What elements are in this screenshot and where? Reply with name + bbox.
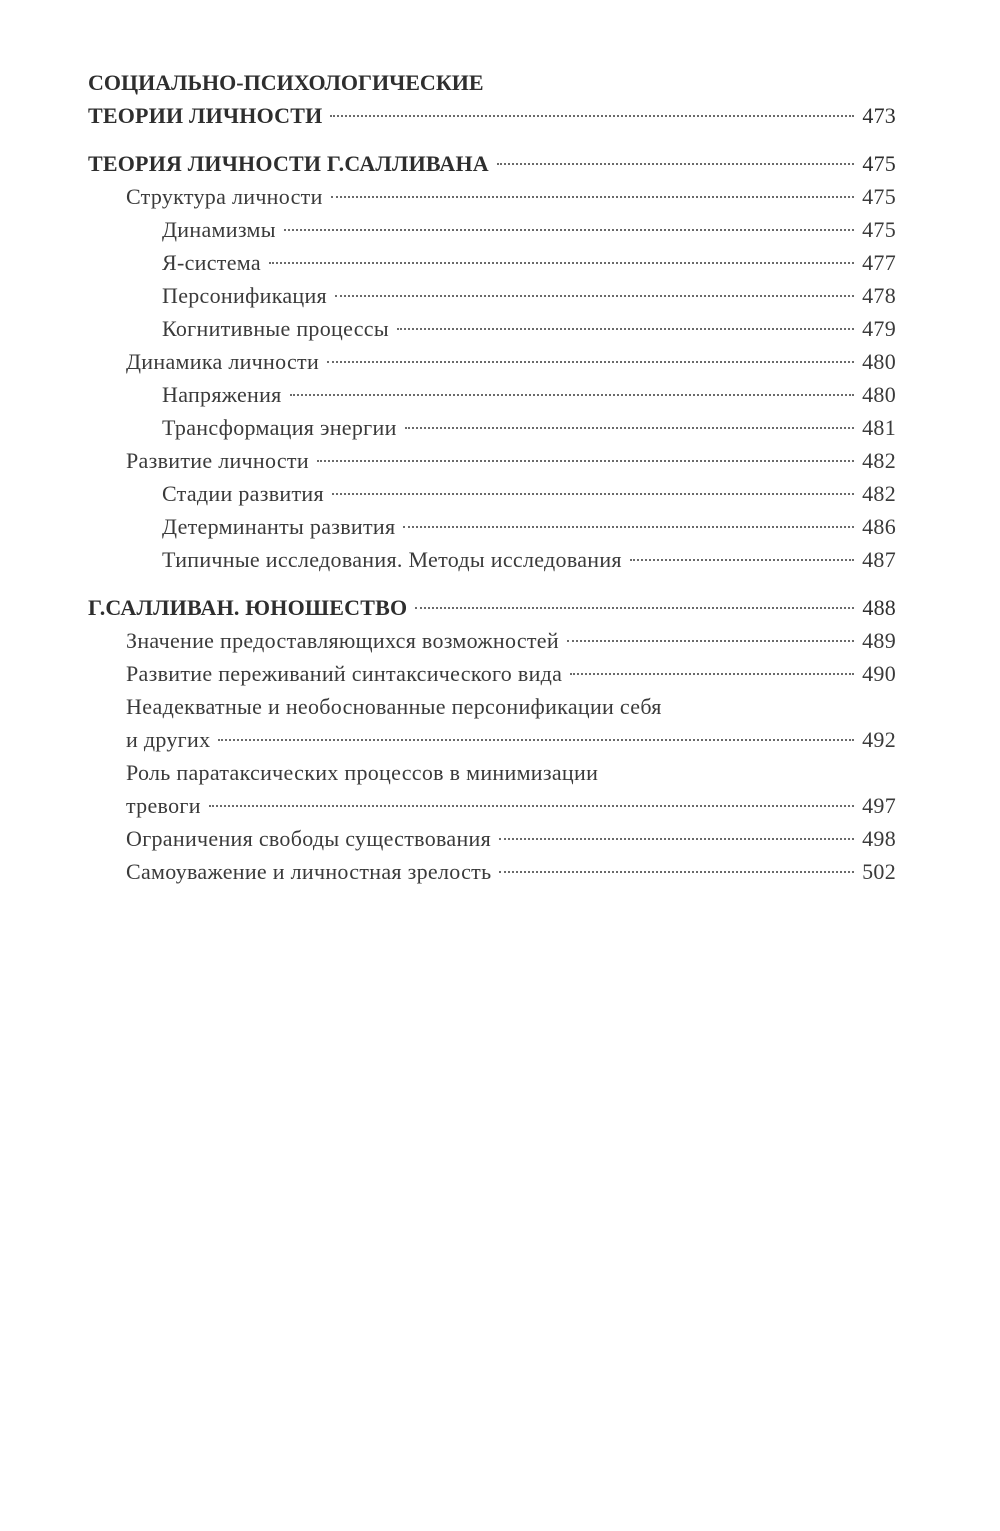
- toc-entry-page: 497: [862, 793, 896, 818]
- toc-entry[interactable]: [88, 657, 896, 690]
- dot-leader: [335, 295, 854, 297]
- toc-entry-page: 502: [862, 859, 896, 884]
- toc-entry[interactable]: [88, 312, 896, 345]
- toc-entry-page: 482: [862, 481, 896, 506]
- toc-entry[interactable]: [88, 543, 896, 576]
- toc-entry-section3[interactable]: [88, 591, 896, 624]
- toc-entry[interactable]: [88, 624, 896, 657]
- toc-entry-section1[interactable]: [88, 99, 896, 132]
- toc-entry-page: 473: [862, 103, 896, 128]
- section-title-line1: СОЦИАЛЬНО-ПСИХОЛОГИЧЕСКИЕ: [88, 70, 484, 95]
- toc-entry-page: 488: [862, 595, 896, 620]
- dot-leader: [499, 838, 854, 840]
- toc-entry-page: 481: [862, 415, 896, 440]
- toc-entry[interactable]: [88, 510, 896, 543]
- toc-entry-title-line1[interactable]: Роль паратаксических процессов в минимизации: [126, 760, 599, 785]
- toc-entry-title: Значение предоставляющихся возможностей: [126, 628, 559, 653]
- toc-entry[interactable]: [88, 180, 896, 213]
- toc-entry-page: 490: [862, 661, 896, 686]
- dot-leader: [403, 526, 854, 528]
- table-of-contents: [88, 66, 896, 888]
- toc-entry-page: 480: [862, 382, 896, 407]
- toc-entry[interactable]: [88, 444, 896, 477]
- toc-entry-title: и других: [126, 727, 211, 752]
- toc-entry-title: Когнитивные процессы: [162, 316, 389, 341]
- toc-entry-page: 482: [862, 448, 896, 473]
- toc-entry-page: 498: [862, 826, 896, 851]
- dot-leader: [218, 739, 854, 741]
- dot-leader: [209, 805, 854, 807]
- toc-entry-title: Г.САЛЛИВАН. ЮНОШЕСТВО: [88, 595, 408, 620]
- toc-entry-page: 475: [862, 184, 896, 209]
- dot-leader: [567, 640, 854, 642]
- toc-entry-title: ТЕОРИЯ ЛИЧНОСТИ Г.САЛЛИВАНА: [88, 151, 489, 176]
- toc-entry[interactable]: [88, 246, 896, 279]
- toc-entry-title: Динамика личности: [126, 349, 320, 374]
- toc-entry[interactable]: [88, 213, 896, 246]
- toc-entry-page: 475: [862, 217, 896, 242]
- dot-leader: [405, 427, 854, 429]
- dot-leader: [570, 673, 854, 675]
- toc-entry-title: ТЕОРИИ ЛИЧНОСТИ: [88, 103, 323, 128]
- dot-leader: [332, 493, 854, 495]
- toc-entry-page: 487: [862, 547, 896, 572]
- toc-entry[interactable]: [88, 789, 896, 822]
- toc-entry-title: тревоги: [126, 793, 201, 818]
- dot-leader: [284, 229, 854, 231]
- dot-leader: [269, 262, 854, 264]
- toc-entry-title: Типичные исследования. Методы исследования: [162, 547, 622, 572]
- toc-entry-title: Структура личности: [126, 184, 323, 209]
- toc-entry-page: 489: [862, 628, 896, 653]
- toc-entry-title: Я-система: [162, 250, 261, 275]
- dot-leader: [630, 559, 854, 561]
- dot-leader: [327, 361, 854, 363]
- toc-entry-title: Развитие переживаний синтаксического вида: [126, 661, 563, 686]
- toc-entry-title: Детерминанты развития: [162, 514, 396, 539]
- toc-entry-page: 486: [862, 514, 896, 539]
- toc-entry[interactable]: [88, 723, 896, 756]
- toc-entry[interactable]: [88, 411, 896, 444]
- toc-entry-title: Динамизмы: [162, 217, 276, 242]
- toc-entry[interactable]: [88, 822, 896, 855]
- toc-entry-title-line1[interactable]: Неадекватные и необоснованные персонификации себя: [126, 694, 662, 719]
- toc-entry[interactable]: [88, 345, 896, 378]
- toc-entry-page: 492: [862, 727, 896, 752]
- toc-entry-title: Самоуважение и личностная зрелость: [126, 859, 492, 884]
- toc-entry-title: Ограничения свободы существования: [126, 826, 492, 851]
- dot-leader: [331, 196, 854, 198]
- toc-entry-title: Напряжения: [162, 382, 282, 407]
- toc-entry-section2[interactable]: [88, 147, 896, 180]
- toc-entry-page: 477: [862, 250, 896, 275]
- toc-entry-page: 475: [862, 151, 896, 176]
- dot-leader: [317, 460, 854, 462]
- toc-entry-page: 479: [862, 316, 896, 341]
- toc-entry-page: 480: [862, 349, 896, 374]
- toc-entry[interactable]: [88, 279, 896, 312]
- dot-leader: [497, 163, 855, 165]
- toc-entry[interactable]: [88, 378, 896, 411]
- dot-leader: [290, 394, 854, 396]
- toc-entry-title: Персонификация: [162, 283, 327, 308]
- toc-entry-title: Развитие личности: [126, 448, 309, 473]
- toc-entry-title: Стадии развития: [162, 481, 324, 506]
- dot-leader: [397, 328, 854, 330]
- dot-leader: [415, 607, 854, 609]
- dot-leader: [330, 115, 854, 117]
- toc-entry[interactable]: [88, 855, 896, 888]
- toc-entry[interactable]: [88, 477, 896, 510]
- toc-entry-page: 478: [862, 283, 896, 308]
- toc-entry-title: Трансформация энергии: [162, 415, 397, 440]
- dot-leader: [499, 871, 854, 873]
